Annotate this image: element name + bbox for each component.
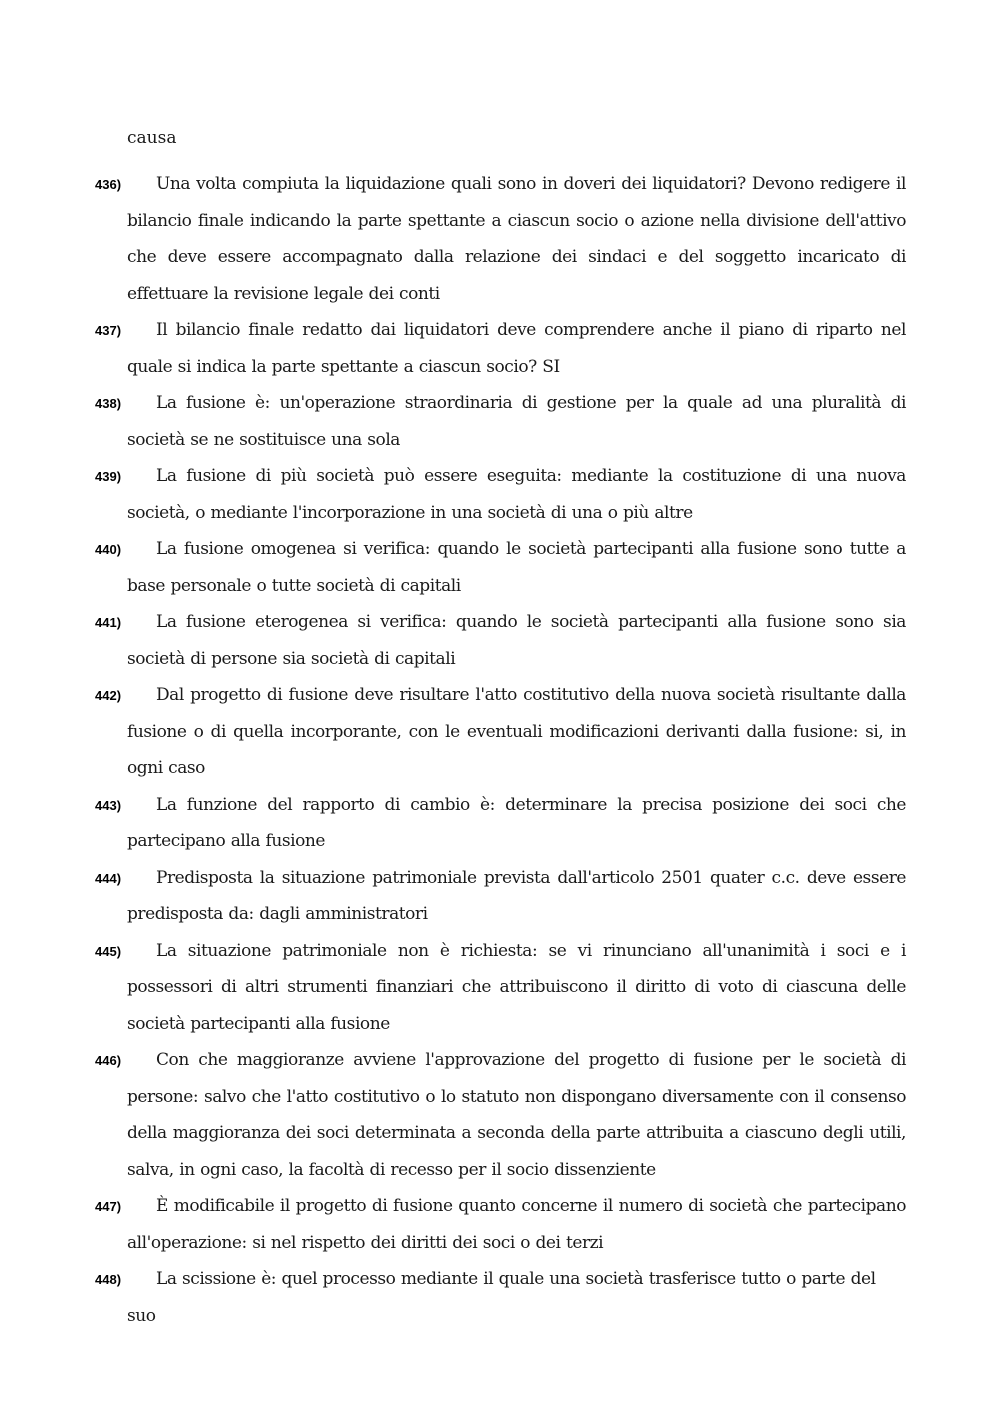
item-number: 443)	[95, 797, 122, 813]
item-number: 440)	[95, 542, 122, 557]
item-text: La funzione del rapporto di cambio è: determinare la precisa posizione dei soci che partecipano alla fusione	[127, 794, 906, 851]
item-number: 436)	[95, 177, 122, 192]
item-text: Predisposta la situazione patrimoniale prevista dall'articolo 2501 quater c.c. deve essere predisposta da: dagli amministratori	[127, 867, 906, 924]
item-number: 438)	[95, 396, 122, 411]
item-text: La fusione eterogenea si verifica: quando le società partecipanti alla fusione sono sia società di persone sia società di capitali	[127, 612, 906, 669]
item-text: Il bilancio finale redatto dai liquidatori deve comprendere anche il piano di riparto nel quale si indica la parte spettante a ciascun socio? SI	[127, 320, 906, 377]
item-number: 439)	[95, 469, 122, 484]
list-item	[0, 933, 1000, 1043]
list-item	[0, 604, 1000, 677]
question-list	[0, 166, 1000, 1334]
list-item	[0, 312, 1000, 385]
item-text: Con che maggioranze avviene l'approvazione del progetto di fusione per le società di persone: salvo che l'atto costitutivo o lo statuto non dispongano diversamente con il consenso della maggioranza dei soci determinata a seconda della parte attribuita a ciascuno degli utili, salva, in ogni caso, la facoltà di recesso per il socio dissenziente	[127, 1050, 906, 1180]
item-text: La fusione omogenea si verifica: quando le società partecipanti alla fusione sono tutte a base personale o tutte società di capitali	[127, 539, 906, 596]
list-item	[0, 531, 1000, 604]
item-number: 445)	[95, 943, 122, 959]
item-text: La fusione è: un'operazione straordinaria di gestione per la quale ad una pluralità di società se ne sostituisce una sola	[127, 393, 906, 450]
item-text: Dal progetto di fusione deve risultare l'atto costitutivo della nuova società risultante dalla fusione o di quella incorporante, con le eventuali modificazioni derivanti dalla fusione: si, in ogni caso	[127, 685, 906, 778]
item-number: 437)	[95, 323, 122, 338]
item-number: 448)	[95, 1272, 122, 1287]
item-text: Una volta compiuta la liquidazione quali sono in doveri dei liquidatori? Devono redigere il bilancio finale indicando la parte spettante a ciascun socio o azione nella divisione dell'attivo che deve essere accompagnato dalla relazione dei sindaci e del soggetto incaricato di effettuare la revisione legale dei conti	[127, 174, 906, 304]
list-item	[0, 166, 1000, 312]
item-text: La situazione patrimoniale non è richiesta: se vi rinunciano all'unanimità i soci e i possessori di altri strumenti finanziari che attribuiscono il diritto di voto di ciascuna delle società partecipanti alla fusione	[127, 940, 906, 1034]
item-number: 441)	[95, 615, 122, 630]
list-item	[0, 385, 1000, 458]
item-number: 447)	[95, 1199, 122, 1214]
item-text: È modificabile il progetto di fusione quanto concerne il numero di società che partecipano all'operazione: si nel rispetto dei diritti dei soci o dei terzi	[127, 1196, 906, 1253]
list-item	[0, 1261, 1000, 1334]
list-item	[0, 1188, 1000, 1261]
item-number: 442)	[95, 688, 122, 703]
continuation-text: causa	[127, 128, 177, 148]
list-item	[0, 860, 1000, 933]
list-item	[0, 677, 1000, 787]
item-number: 446)	[95, 1053, 122, 1068]
item-text: La fusione di più società può essere eseguita: mediante la costituzione di una nuova società, o mediante l'incorporazione in una società di una o più altre	[127, 466, 906, 523]
list-item	[0, 1042, 1000, 1188]
list-item	[0, 787, 1000, 860]
item-number: 444)	[95, 870, 122, 886]
item-text: La scissione è: quel processo mediante il quale una società trasferisce tutto o parte del suo	[127, 1269, 876, 1326]
list-item	[0, 458, 1000, 531]
